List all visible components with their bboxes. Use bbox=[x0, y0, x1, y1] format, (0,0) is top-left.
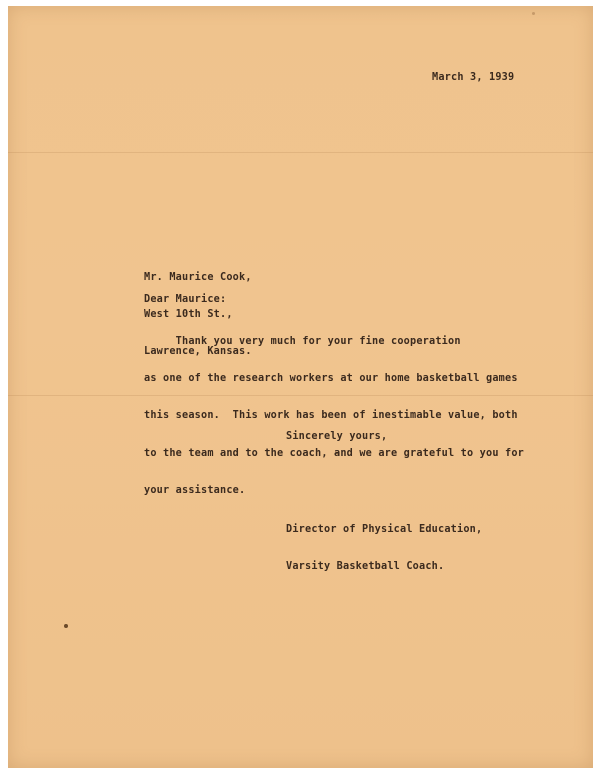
body-line: this season. This work has been of inestimable value, both bbox=[144, 410, 518, 422]
letter-body bbox=[144, 312, 524, 522]
address-line: West 10th St., bbox=[144, 309, 233, 320]
body-line: Thank you very much for your fine cooperation bbox=[144, 336, 461, 347]
signature-line: Varsity Basketball Coach. bbox=[286, 561, 445, 572]
body-line: your assistance. bbox=[144, 484, 246, 496]
address-line: Mr. Maurice Cook, bbox=[144, 272, 252, 283]
paper-speck bbox=[532, 12, 535, 15]
paper-crease bbox=[8, 152, 593, 153]
signature-block bbox=[286, 500, 482, 598]
body-line: to the team and to the coach, and we are grateful to you for bbox=[144, 447, 525, 459]
body-line: as one of the research workers at our home basketball games bbox=[144, 373, 518, 385]
signature-line: Director of Physical Education, bbox=[286, 524, 483, 535]
paper-speck bbox=[64, 624, 68, 628]
salutation: Dear Maurice: bbox=[144, 294, 227, 305]
address-line: Lawrence, Kansas. bbox=[144, 346, 252, 357]
letter-date: March 3, 1939 bbox=[432, 72, 515, 83]
complimentary-closing: Sincerely yours, bbox=[286, 431, 388, 442]
